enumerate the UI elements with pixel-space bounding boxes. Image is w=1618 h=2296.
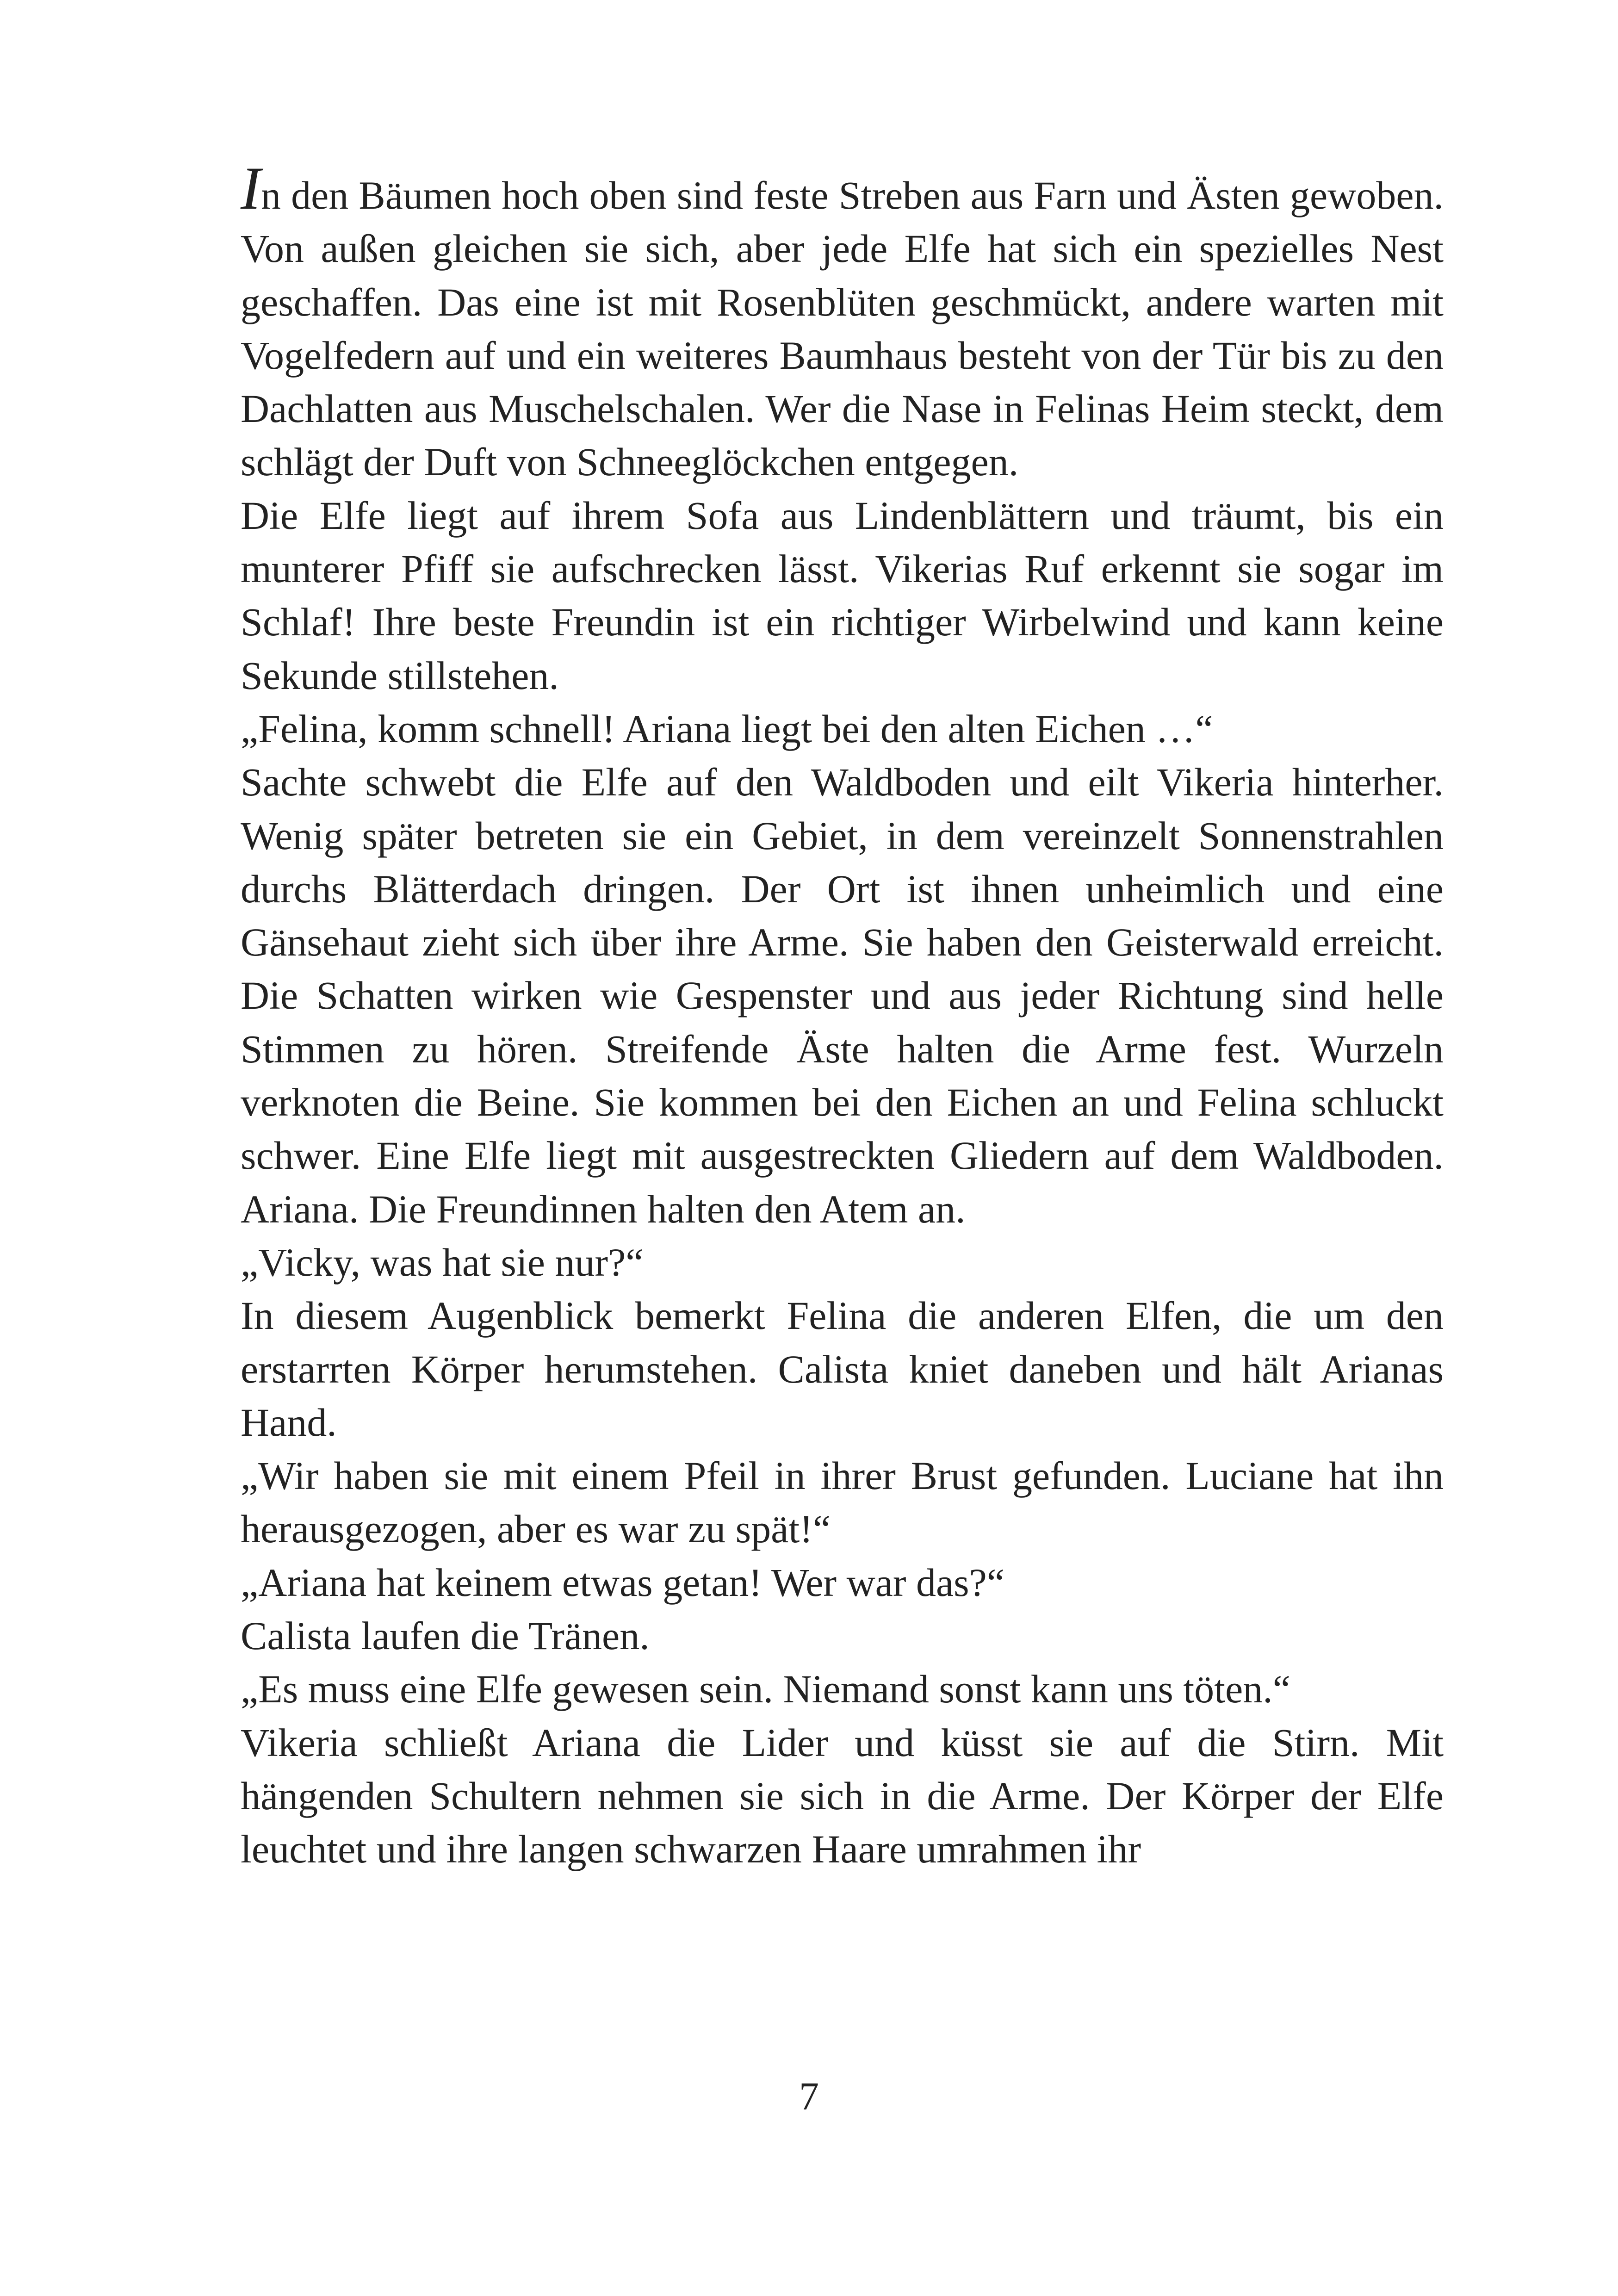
body-text <box>241 154 1444 1876</box>
dialogue-line-2: „Vicky, was hat sie nur?“ <box>241 1240 644 1285</box>
paragraph-6: Vikeria schließt Ariana die Lider und küsst sie auf die Stirn. Mit hängenden Schultern nehmen sie sich in die Arme. Der Körper der Elfe leuchtet und ihre langen schwarzen Haare umrahmen ihr <box>241 1720 1444 1872</box>
paragraph-1-text: n den Bäumen hoch oben sind feste Streben aus Farn und Ästen gewoben. Von außen gleichen sie sich, aber jede Elfe hat sich ein spezielles Nest geschaffen. Das eine ist mit Rosenblüten geschmückt, andere warten mit Vogelfedern auf und ein weiteres Baumhaus besteht von der Tür bis zu den Dachlatten aus Muschelschalen. Wer die Nase in Felinas Heim steckt, dem schlägt der Duft von Schneeglöckchen entgegen. <box>241 173 1444 484</box>
paragraph-1 <box>241 154 1444 489</box>
dialogue-line-5: „Es muss eine Elfe gewesen sein. Niemand sonst kann uns töten.“ <box>241 1667 1290 1712</box>
dialogue-line-4: „Ariana hat keinem etwas getan! Wer war das?“ <box>241 1560 1004 1605</box>
page-number: 7 <box>799 2074 819 2118</box>
dialogue-line-3: „Wir haben sie mit einem Pfeil in ihrer Brust gefunden. Luciane hat ihn herausgezogen, aber es war zu spät!“ <box>241 1453 1444 1551</box>
dialogue-line-1: „Felina, komm schnell! Ariana liegt bei den alten Eichen …“ <box>241 706 1213 751</box>
paragraph-3: Sachte schwebt die Elfe auf den Waldboden und eilt Vikeria hinterher. Wenig später betreten sie ein Gebiet, in dem vereinzelt Sonnenstrahlen durchs Blätterdach dringen. Der Ort ist ihnen unheimlich und eine Gänsehaut zieht sich über ihre Arme. Sie haben den Geisterwald erreicht. Die Schatten wirken wie Gespenster und aus jeder Richtung sind helle Stimmen zu hören. Streifende Äste halten die Arme fest. Wurzeln verknoten die Beine. Sie kommen bei den Eichen an und Felina schluckt schwer. Eine Elfe liegt mit ausgestreckten Gliedern auf dem Waldboden. Ariana. Die Freundinnen halten den Atem an. <box>241 760 1444 1231</box>
paragraph-5: Calista laufen die Tränen. <box>241 1613 650 1658</box>
paragraph-4: In diesem Augenblick bemerkt Felina die anderen Elfen, die um den erstarrten Körper herumstehen. Calista kniet daneben und hält Arianas Hand. <box>241 1293 1444 1445</box>
paragraph-2: Die Elfe liegt auf ihrem Sofa aus Lindenblättern und träumt, bis ein munterer Pfiff sie aufschrecken lässt. Vikerias Ruf erkennt sie sogar im Schlaf! Ihre beste Freundin ist ein richtiger Wirbelwind und kann keine Sekunde stillstehen. <box>241 493 1444 698</box>
drop-initial: I <box>241 154 261 222</box>
